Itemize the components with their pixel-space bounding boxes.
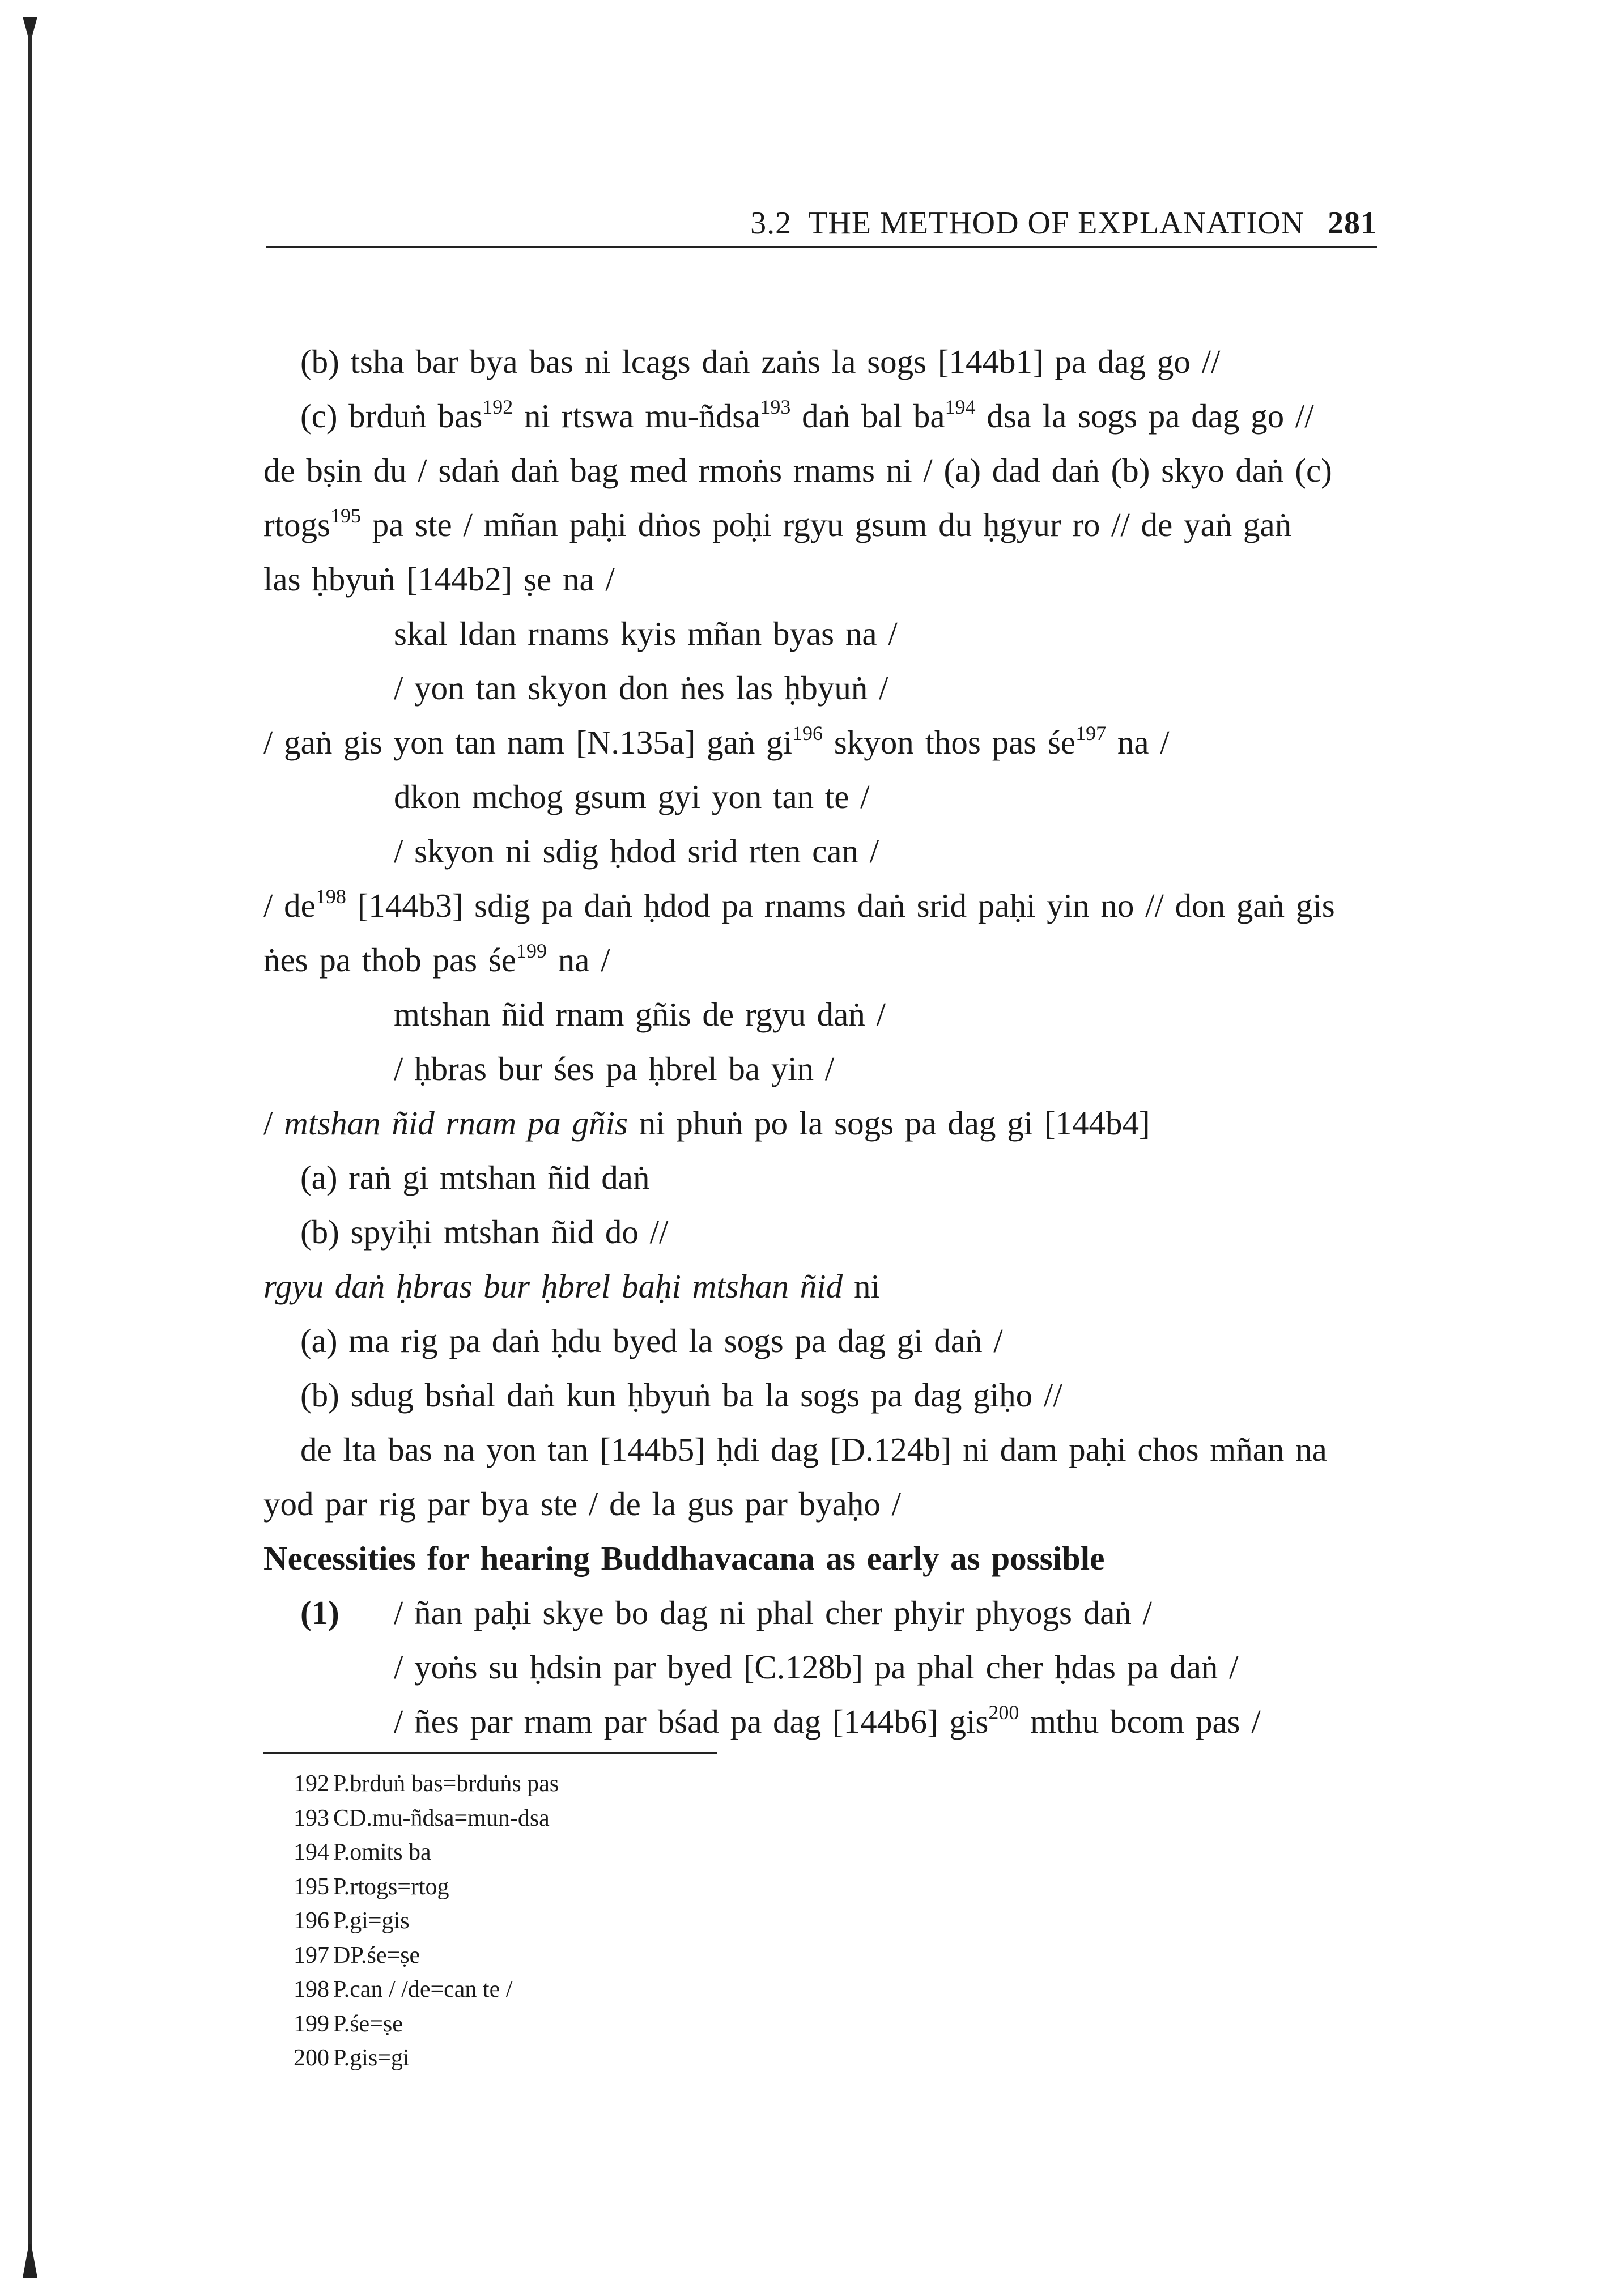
- footnote-number: 194: [294, 1839, 329, 1865]
- footnote-ref: 193: [760, 396, 791, 418]
- header-title: [750, 205, 1377, 241]
- footnote: [294, 2041, 559, 2076]
- text-line: [263, 769, 1383, 824]
- footnote-ref: 192: [482, 396, 513, 418]
- text-run: mtshan ñid rnam gñis de rgyu daṅ /: [394, 996, 886, 1033]
- text-run: /: [263, 1104, 284, 1142]
- footnote-text: P.gis=gi: [333, 2045, 410, 2071]
- footnote-text: P.can / /de=can te /: [333, 1976, 513, 2002]
- text-line: [263, 1150, 1383, 1205]
- footnote-number: 196: [294, 1908, 329, 1934]
- footnote: [294, 1835, 559, 1870]
- text-line: [263, 878, 1383, 933]
- text-run: / ñes par rnam par bśad pa dag [144b6] gis: [394, 1703, 989, 1740]
- text-run: skal ldan rnams kyis mñan byas na /: [394, 615, 898, 652]
- footnote-text: CD.mu-ñdsa=mun-dsa: [333, 1805, 550, 1831]
- text-line: [263, 1096, 1383, 1150]
- text-line: [263, 1313, 1383, 1368]
- running-header: [266, 203, 1377, 248]
- footnote-number: 200: [294, 2045, 329, 2071]
- text-run: na /: [1106, 724, 1170, 761]
- text-line: [263, 389, 1383, 443]
- book-binding-edge: [23, 17, 37, 2278]
- text-run: rtogs: [263, 506, 330, 543]
- text-line: [263, 1694, 1383, 1749]
- footnotes: [294, 1767, 559, 2076]
- text-run: yod par rig par bya ste / de la gus par byaḥo /: [263, 1485, 901, 1523]
- text-line: [263, 498, 1383, 552]
- text-run: (b) tsha bar bya bas ni lcags daṅ zaṅs la sogs [144b1] pa dag go //: [300, 343, 1221, 380]
- italic-term: rgyu daṅ ḥbras bur ḥbrel baḥi mtshan ñid: [263, 1268, 843, 1305]
- footnote-text: P.omits ba: [333, 1839, 431, 1865]
- text-run: / ḥbras bur śes pa ḥbrel ba yin /: [394, 1050, 835, 1087]
- text-run: (c) brduṅ bas: [300, 397, 483, 435]
- footnote-text: DP.śe=ṣe: [333, 1942, 420, 1968]
- verse-number: (1): [300, 1594, 339, 1631]
- text-run: Necessities for hearing Buddhavacana as early as possible: [263, 1540, 1105, 1577]
- text-line: [263, 1477, 1383, 1531]
- footnote: [294, 2007, 559, 2042]
- chapter-title: THE METHOD OF EXPLANATION: [808, 206, 1304, 241]
- footnote-number: 198: [294, 1976, 329, 2002]
- footnote: [294, 1972, 559, 2007]
- footnote-text: P.gi=gis: [333, 1908, 410, 1934]
- footnote-number: 197: [294, 1942, 329, 1968]
- text-run: las ḥbyuṅ [144b2] ṣe na /: [263, 560, 615, 598]
- text-run: ṅes pa thob pas śe: [263, 941, 517, 979]
- footnote-ref: 195: [330, 504, 361, 527]
- italic-term: mtshan ñid rnam pa gñis: [284, 1104, 628, 1142]
- text-line: [263, 1640, 1383, 1694]
- text-run: daṅ bal ba: [790, 397, 945, 435]
- text-run: (b) sdug bsṅal daṅ kun ḥbyuṅ ba la sogs pa dag giḥo //: [300, 1376, 1062, 1414]
- text-line: [263, 334, 1383, 389]
- text-line: [263, 1041, 1383, 1096]
- text-line: [263, 443, 1383, 498]
- text-run: dsa la sogs pa dag go //: [975, 397, 1314, 435]
- footnote-text: P.brduṅ bas=brduṅs pas: [333, 1771, 559, 1797]
- text-run: ni phuṅ po la sogs pa dag gi [144b4]: [627, 1104, 1150, 1142]
- footnote-text: P.śe=ṣe: [333, 2010, 403, 2037]
- footnote: [294, 1938, 559, 1973]
- body-text: [263, 334, 1383, 1749]
- text-line: [263, 1585, 1383, 1640]
- text-line: [263, 715, 1383, 769]
- text-line: [263, 661, 1383, 715]
- footnote: [294, 1801, 559, 1836]
- text-run: ni rtswa mu-ñdsa: [513, 397, 760, 435]
- footnote-text: P.rtogs=rtog: [333, 1873, 449, 1900]
- footnote: [294, 1870, 559, 1904]
- page-number: 281: [1328, 206, 1377, 241]
- text-run: (b) spyiḥi mtshan ñid do //: [300, 1213, 669, 1251]
- footnote-ref: 196: [792, 722, 823, 745]
- section-number: 3.2: [750, 206, 792, 241]
- header-rule: [266, 246, 1377, 248]
- section-heading: [263, 1531, 1383, 1585]
- text-run: de lta bas na yon tan [144b5] ḥdi dag [D.124b] ni dam paḥi chos mñan na: [300, 1431, 1327, 1468]
- footnote-ref: 198: [315, 885, 346, 908]
- text-run: de bṣin du / sdaṅ daṅ bag med rmoṅs rnams ni / (a) dad daṅ (b) skyo daṅ (c): [263, 452, 1332, 489]
- text-run: dkon mchog gsum gyi yon tan te /: [394, 778, 870, 815]
- footnote-ref: 200: [988, 1701, 1019, 1724]
- text-line: [263, 824, 1383, 878]
- footnote-rule: [263, 1752, 717, 1754]
- text-run: [144b3] sdig pa daṅ ḥdod pa rnams daṅ srid paḥi yin no // don gaṅ gis: [346, 887, 1335, 924]
- footnote-ref: 199: [516, 939, 547, 962]
- footnote-number: 199: [294, 2010, 329, 2037]
- footnote-number: 195: [294, 1873, 329, 1900]
- text-run: / de: [263, 887, 316, 924]
- text-line: [263, 1205, 1383, 1259]
- text-run: / yoṅs su ḥdsin par byed [C.128b] pa phal cher ḥdas pa daṅ /: [394, 1648, 1239, 1686]
- text-run: / gaṅ gis yon tan nam [N.135a] gaṅ gi: [263, 724, 793, 761]
- text-run: (a) ma rig pa daṅ ḥdu byed la sogs pa dag gi daṅ /: [300, 1322, 1003, 1359]
- text-run: skyon thos pas śe: [823, 724, 1076, 761]
- footnote-ref: 197: [1075, 722, 1107, 745]
- footnote-ref: 194: [945, 396, 976, 418]
- footnote-number: 193: [294, 1805, 329, 1831]
- text-line: [263, 1259, 1383, 1313]
- text-run: pa ste / mñan paḥi dṅos poḥi rgyu gsum du ḥgyur ro // de yaṅ gaṅ: [361, 506, 1292, 543]
- text-line: [263, 933, 1383, 987]
- text-run: (a) raṅ gi mtshan ñid daṅ: [300, 1159, 650, 1196]
- text-run: mthu bcom pas /: [1019, 1703, 1261, 1740]
- footnote-number: 192: [294, 1771, 329, 1797]
- text-run: na /: [547, 941, 610, 979]
- text-line: [263, 1368, 1383, 1422]
- text-run: / ñan paḥi skye bo dag ni phal cher phyir phyogs daṅ /: [394, 1594, 1153, 1631]
- text-line: [263, 1422, 1383, 1477]
- text-run: / yon tan skyon don ṅes las ḥbyuṅ /: [394, 669, 888, 707]
- text-run: / skyon ni sdig ḥdod srid rten can /: [394, 832, 879, 870]
- text-line: [263, 552, 1383, 606]
- text-line: [263, 606, 1383, 661]
- text-line: [263, 987, 1383, 1041]
- footnote: [294, 1767, 559, 1801]
- text-run: ni: [843, 1268, 880, 1305]
- footnote: [294, 1904, 559, 1938]
